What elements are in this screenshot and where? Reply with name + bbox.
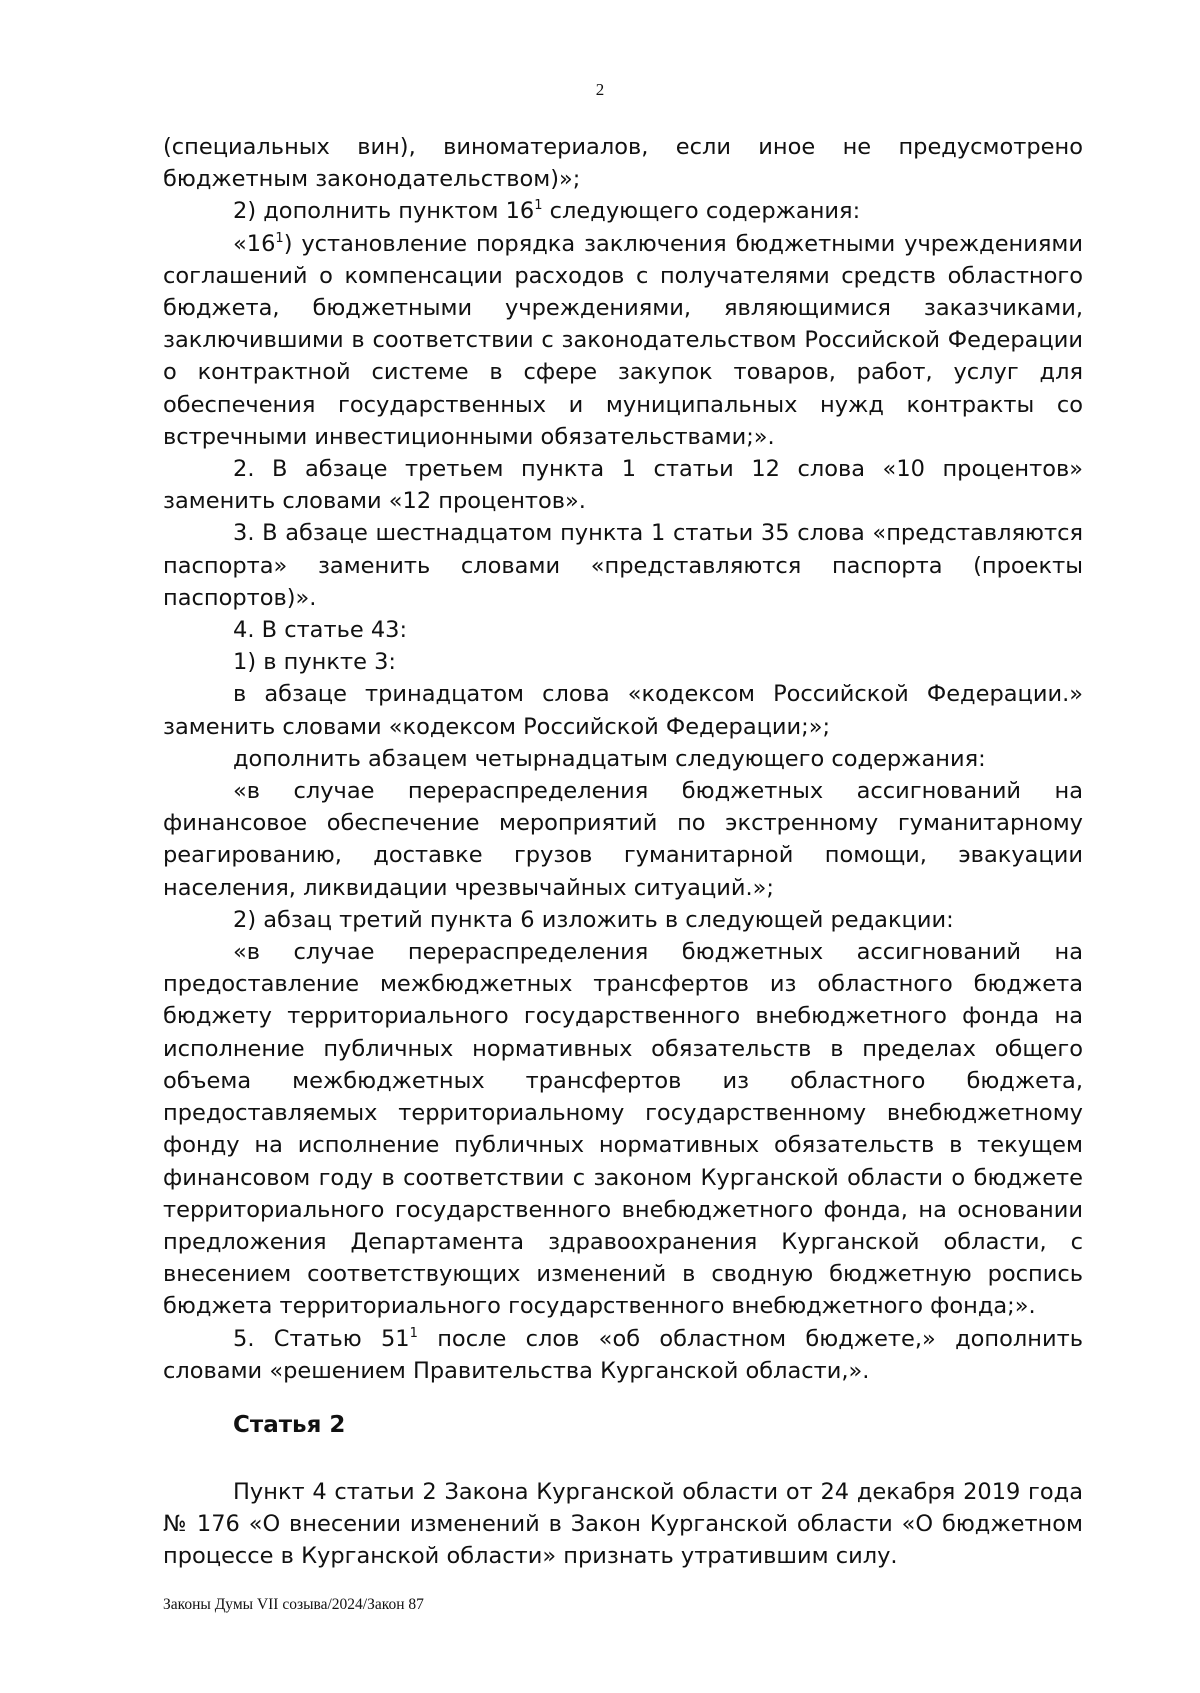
paragraph: «в случае перераспределения бюджетных ассигнований на предоставление межбюджетных трансфертов из областного бюджета бюджету территориального государственного внебюджетного фонда на исполнение публичных нормативных обязательств в пределах общего объема межбюджетных трансфертов из областного бюджета, предоставляемых территориальному государственному внебюджетному фонду на исполнение публичных нормативных обязательств в текущем финансовом году в соответствии с законом Курганской области о бюджете территориального государственного внебюджетного фонда, на основании предложения Департамента здравоохранения Курганской области, с внесением соответствующих изменений в сводную бюджетную роспись бюджета территориального государственного внебюджетного фонда;». [163,939,1083,1320]
paragraph: в абзаце тринадцатом слова «кодексом Российской Федерации.» заменить словами «кодексом Российской Федерации;»; [163,681,1083,740]
article-heading: Статья 2 [233,1412,346,1438]
page-number: 2 [595,80,605,99]
paragraph: 5. Статью $51^1$ после слов «об областном бюджете,» дополнить словами «решением Правительства Курганской области,». [163,1325,1083,1384]
paragraph: «$16^1$) установление порядка заключения бюджетными учреждениями соглашений о компенсации расходов с получателями средств областного бюджета, бюджетными учреждениями, являющимися заказчиками, заключившими в соответствии с законодательством Российской Федерации о контрактной системе в сфере закупок товаров, работ, услуг для обеспечения государственных и муниципальных нужд контракты со встречными инвестиционными обязательствами;». [163,230,1083,450]
paragraph: 2) дополнить пунктом $16^1$ следующего содержания: [233,198,861,225]
superscript-one: 1 [409,1325,418,1341]
footer-document-id: Законы Думы VII созыва/2024/Закон 87 [163,1596,424,1613]
paragraph: «в случае перераспределения бюджетных ассигнований на финансовое обеспечение мероприятий по экстренному гуманитарному реагированию, доставке грузов гуманитарной помощи, эвакуации населения, ликвидации чрезвычайных ситуаций.»; [163,778,1083,901]
superscript-one: 1 [275,230,284,246]
paragraph: 4. В статье 43: [233,617,408,644]
paragraph: 2. В абзаце третьем пункта 1 статьи 12 слова «10 процентов» заменить словами «12 процентов». [163,456,1083,515]
paragraph: (специальных вин), виноматериалов, если иное не предусмотрено бюджетным законодательством)»; [163,134,1083,193]
article-2-body [163,1476,1083,1573]
paragraph: 2) абзац третий пункта 6 изложить в следующей редакции: [233,906,954,933]
paragraph: 1) в пункте 3: [233,649,396,676]
paragraph: дополнить абзацем четырнадцатым следующего содержания: [233,745,986,772]
paragraph: 3. В абзаце шестнадцатом пункта 1 статьи 35 слова «представляются паспорта» заменить словами «представляются паспорта (проекты паспортов)». [163,520,1083,611]
document-body [163,131,1083,1387]
superscript-one: 1 [534,198,543,214]
article-2-paragraph: Пункт 4 статьи 2 Закона Курганской области от 24 декабря 2019 года № 176 «О внесении изменений в Закон Курганской области «О бюджетном процессе в Курганской области» признать утратившим силу. [163,1479,1083,1570]
